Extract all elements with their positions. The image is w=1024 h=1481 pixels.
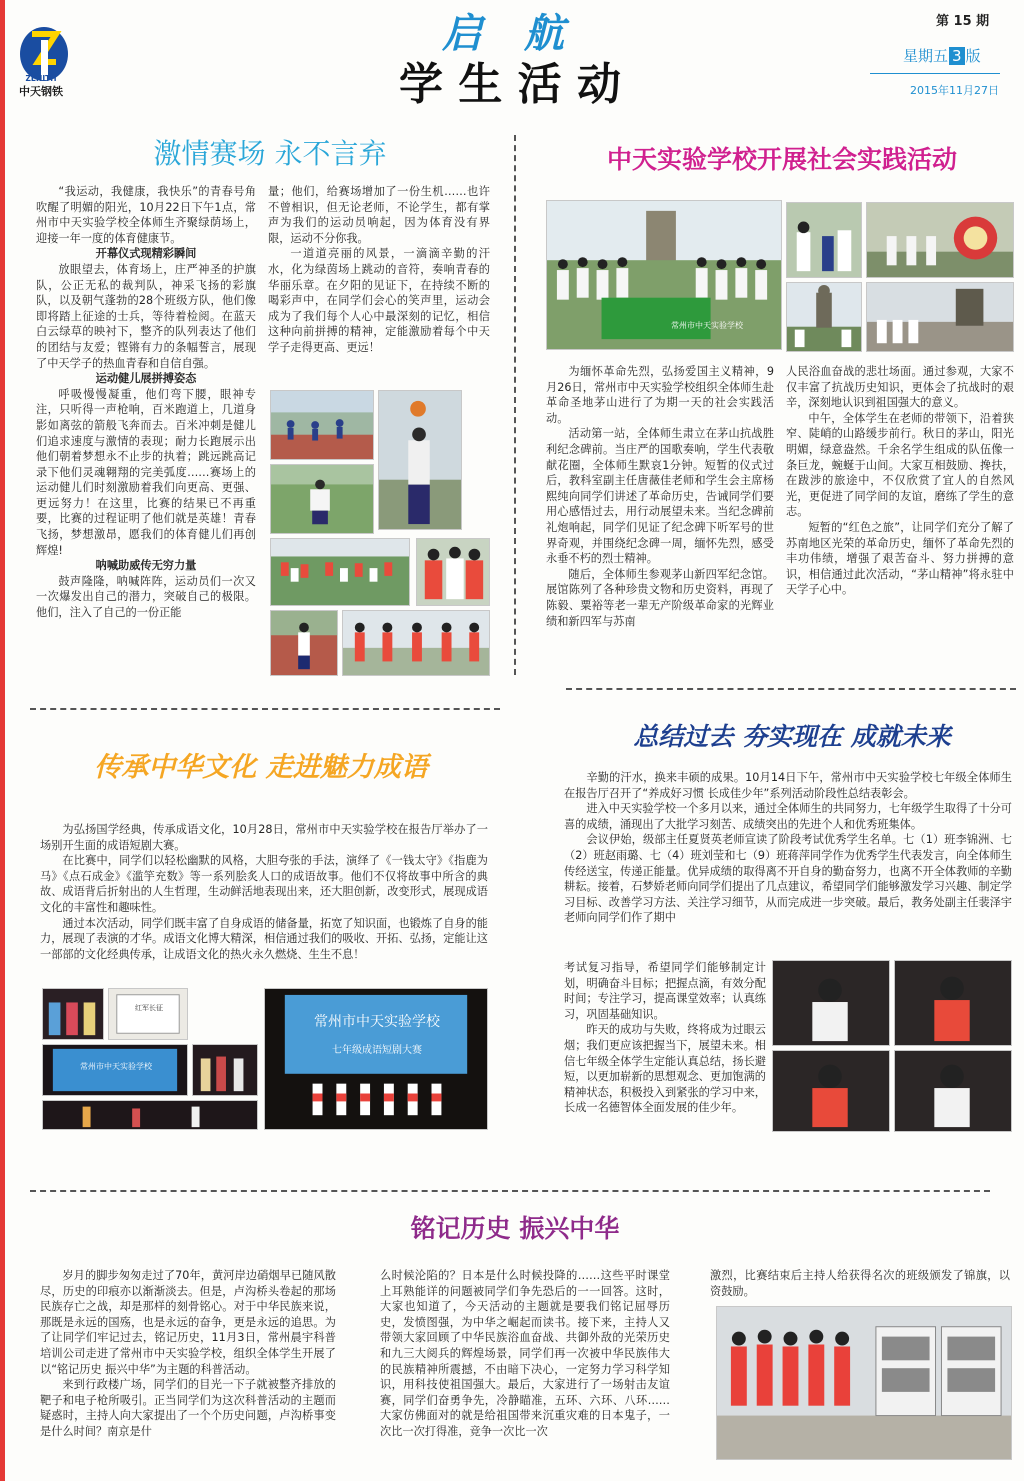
article4-para-1: 辛勤的汗水，换来丰硕的成果。10月14日下午，常州市中天实验学校七年级全体师生在报告厅召开了“养成好习惯 长成佳少年”系列活动阶段性总结表彰会。 <box>564 771 1012 800</box>
photo-stage-performers <box>192 1044 258 1096</box>
page-info <box>903 45 981 66</box>
column-divider-top <box>514 135 516 675</box>
article2-para-4: 人民浴血奋战的悲壮场面。通过参观，大家不仅丰富了抗战历史知识，更体会了抗战时的艰辛，深刻地认识到祖国强大的意义。 <box>786 365 1014 410</box>
article3-para-3: 通过本次活动，同学们既丰富了自身成语的储备量，拓宽了知识面，也锻炼了自身的能力，展现了表演的才华。成语文化博大精深，相信通过我们的吸收、开拓、弘扬，定能让这一部部的文化经典传承，让成语文化的热火永久燃烧、生生不息！ <box>40 916 488 961</box>
article4-para-5: 昨天的成功与失败，终将成为过眼云烟；我们更应该把握当下，展望未来。相信七年级全体学生定能认真总结，扬长避短，以更加崭新的思想观念、更加饱满的精神状态，积极投入到紧张的学习中来，长成一名德智体全面发展的佳少年。 <box>564 1023 766 1115</box>
article4-body-narrow <box>564 960 766 1116</box>
idiom-board-text: 红军长征 <box>135 1004 163 1012</box>
photo-long-jump <box>270 464 374 534</box>
divider-right-mid <box>566 688 1016 690</box>
photo-basketball-throw <box>378 390 462 530</box>
photo-track-runner <box>270 610 338 676</box>
article1-col-left <box>36 184 256 621</box>
article4-para-2: 进入中天实验学校一个多月以来，通过全体师生的共同努力，七年级学生取得了十分可喜的成绩，涌现出了大批学习刻苦、成绩突出的先进个人和优秀班集体。 <box>564 802 1012 831</box>
article1-subhead-3: 呐喊助威传无穷力量 <box>95 559 197 573</box>
photo-flower-wreath <box>866 202 1014 278</box>
logo-text-cn: 中天钢铁 <box>19 85 63 98</box>
article1-para-6: 一道道亮丽的风景，一滴滴辛勤的汗水，化为绿茵场上跳动的音符，奏响青春的华丽乐章。在夕阳的见证下，在持续不断的喝彩声中，在同学们会心的笑声里，运动会成为了我们每个人心中最深刻的记忆，相信这种向前拼搏的精神，定能激励着每个中天学子走得更高、更远！ <box>268 247 490 354</box>
photo-stage-contestants <box>264 988 488 1130</box>
photo-student-speaker-2 <box>894 960 1012 1046</box>
article3-title: 传承中华文化 走进魅力成语 <box>94 752 428 783</box>
article1-col-right <box>268 184 490 356</box>
masthead-title-top: 启 航 <box>442 10 578 57</box>
photo-stage-scene <box>42 1100 258 1130</box>
stage-screen-school: 常州市中天实验学校 <box>314 1014 440 1030</box>
photo-girls-cheering <box>416 538 490 606</box>
divider-left-mid <box>30 708 500 710</box>
article4-para-4: 考试复习指导，希望同学们能够制定计划，明确奋斗目标；把握点滴，有效分配时间；专注学习，提高课堂效率；认真练习，巩固基础知识。 <box>564 961 766 1021</box>
article1-para-5: 量；他们，给赛场增加了一份生机……也许不曾相识，但无论老师，不论学生，都有掌声为我们的运动员响起，因为体育没有界限，运动不分你我。 <box>268 185 490 245</box>
article4-para-3: 会议伊始，级部主任夏贤英老师宣读了阶段考试优秀学生名单。七（1）班李锦洲、七（2）班赵雨璐、七（4）班刘莹和七（9）班蒋萍同学作为优秀学生代表发言，向全体师生传经送宝，传递正能量。优异成绩的取得离不开自身的勤奋努力，也离不开全体教师的辛勤耕耘。接着，石梦娇老师向同学们提出了几点建议，希望同学们能够激发学习兴趣、制定学习目标、改善学习方法、关注学习细节，从而完成进一步突破。最后，教务处副主任裴泽宇老师向同学们作了期中 <box>564 833 1012 925</box>
article4-title: 总结过去 夯实现在 成就未来 <box>633 722 951 751</box>
article5-col-1 <box>40 1268 336 1440</box>
logo-text-en: ZENITH <box>25 74 57 83</box>
zenith-logo <box>12 22 70 98</box>
photo-running-crowd <box>270 538 410 606</box>
article5-para-2: 来到行政楼广场，同学们的目光一下子就被整齐排放的靶子和电子枪所吸引。正当同学们为这次科普活动的主题而疑惑时，主持人向大家提出了一个个历史问题，卢沟桥事变是什么时间？南京是什 <box>40 1378 336 1438</box>
issue-number: 第 15 期 <box>936 14 990 29</box>
school-banner-text: 常州市中天实验学校 <box>671 321 743 330</box>
photo-costume-actors <box>42 988 104 1040</box>
article4-body-full <box>564 770 1012 926</box>
weekday: 星期五 <box>903 47 949 65</box>
article5-title: 铭记历史 振兴中华 <box>410 1214 620 1243</box>
photo-memorial-square <box>866 282 1014 352</box>
article1-subhead-2: 运动健儿展拼搏姿态 <box>95 372 197 386</box>
article5-para-4: 激烈，比赛结束后主持人给获得名次的班级颁发了锦旗，以资鼓励。 <box>710 1269 1010 1298</box>
article2-para-3: 随后，全体师生参观茅山新四军纪念馆。展馆陈列了各种珍贵文物和历史资料，再现了陈毅、粟裕等老一辈无产阶级革命家的光辉业绩和新四军与苏南 <box>546 567 774 628</box>
photo-stage-banner <box>42 1044 188 1096</box>
photo-awards-group <box>342 610 490 676</box>
stage-screen-event: 七年级成语短剧大赛 <box>332 1045 422 1056</box>
article5-para-1: 岁月的脚步匆匆走过了70年，黄河岸边硝烟早已随风散尽，历史的印痕亦以渐渐淡去。但是，卢沟桥头卷起的那场民族存亡之战，却是那样的刻骨铭心。对于中华民族来说，那既是永远的国殇，也是永远的奋争，更是永远的追思。为了让同学们牢记过去，铭记历史，11月3日，常州晨宇科普培训公司走进了常州市中天实验学校，组织全体学生开展了以“铭记历史 振兴中华”为主题的科普活动。 <box>40 1269 336 1376</box>
stage-banner-text: 常州市中天实验学校 <box>80 1062 152 1071</box>
left-red-border <box>0 0 5 1481</box>
page-suffix: 版 <box>965 47 981 65</box>
photo-idiom-board <box>108 988 188 1040</box>
photo-student-speaker-3 <box>772 1050 890 1132</box>
article2-col-left <box>546 364 774 629</box>
article2-para-2: 活动第一站，全体师生肃立在茅山抗战胜利纪念碑前。当庄严的国歌奏响，学生代表敬献花圈，全体师生默哀1分钟。短暂的仪式过后，教科室副主任唐薇佳老师和学生会主席杨熙纯向同学们讲述了革命历史，告诫同学们要用心感悟过去，用行动展望未来。当纪念碑前礼炮响起，同学们见证了纪念碑下听军号的世界奇观，并围绕纪念碑一周，缅怀先烈，感受永垂不朽的烈士精神。 <box>546 427 774 566</box>
divider-bottom <box>30 1190 990 1192</box>
article1-para-1: “我运动，我健康，我快乐”的青春号角吹醒了明媚的阳光，10月22日下午1点，常州市中天实验学校全体师生齐聚绿荫场上，迎接一年一度的体育健康节。 <box>36 185 256 245</box>
page-number-badge: 3 <box>949 47 965 65</box>
article1-para-3: 呼吸慢慢凝重，他们弯下腰，眼神专注，只听得一声枪响，百米跑道上，几道身影如离弦的箭般飞奔而去。百米冲刺是健儿们追求速度与激情的表现；耐力长跑展示出他们朝着梦想永不止步的执着；跳远跳高记录下他们灵魂翱翔的完美弧度……赛场上的运动健儿们时刻激励着我们向更高、更强、更远努力！在这里，比赛的结果已不再重要，比赛的过程证明了他们就是英雄！青春飞扬，梦想激昂，愿我们的体育健儿们再创辉煌! <box>36 387 256 557</box>
photo-statue <box>786 282 862 352</box>
masthead-rule <box>870 73 1000 74</box>
photo-student-speaker-4 <box>894 1050 1012 1132</box>
article2-para-6: 短暂的“红色之旅”，让同学们充分了解了苏南地区光荣的革命历史，缅怀了革命先烈的丰功伟绩，增强了艰苦奋斗、努力拼搏的意识，相信通过此次活动，“茅山精神”将永驻中天学子心中。 <box>786 520 1014 597</box>
photo-monument-group <box>546 200 782 350</box>
article1-para-2: 放眼望去，体育场上，庄严神圣的护旗队，公正无私的裁判队，神采飞扬的彩旗队，以及朝气蓬勃的28个班级方队，他们像即将踏上征途的士兵，等待着检阅。在蓝天白云绿草的映衬下，整齐的队列表达了他们的团结与友爱；铿锵有力的条幅誓言，展现了中天学子的热血青春和自信自强。 <box>36 262 256 370</box>
masthead-title-main: 学 生 活 动 <box>399 59 621 110</box>
photo-student-speaker-1 <box>772 960 890 1046</box>
article1-para-4: 鼓声隆隆，呐喊阵阵，运动员们一次又一次爆发出自己的潜力，突破自己的极限。他们，注入了自己的一份正能 <box>36 574 256 620</box>
article1-subhead-1: 开幕仪式现精彩瞬间 <box>95 247 197 261</box>
article3-body <box>40 822 488 962</box>
article1-title: 激情赛场 永不言弃 <box>153 137 387 170</box>
photo-wreath-ceremony <box>786 202 862 278</box>
article2-para-5: 中午，全体学生在老师的带领下，沿着狭窄、陡峭的山路缓步前行。秋日的茅山，阳光明媚，绿意盎然。千余名学生组成的队伍像一条巨龙，蜿蜒于山间。大家互相鼓励、搀扶，在跋涉的旅途中，不仅欣赏了宜人的自然风光，更促进了同学间的友谊，磨练了学生的意志。 <box>786 411 1014 519</box>
article5-col-3 <box>710 1268 1010 1299</box>
article3-para-2: 在比赛中，同学们以轻松幽默的风格，大胆夸张的手法，演绎了《一钱太守》《指鹿为马》《点石成金》《滥竽充数》等一系列脍炙人口的成语故事。他们不仅将故事中所含的典故、成语背后折射出的人生哲理，生动鲜活地表现出来，还大胆创新，改变形式，展现成语文化的丰富性和趣味性。 <box>40 854 488 914</box>
article5-col-2 <box>380 1268 670 1440</box>
article2-title: 中天实验学校开展社会实践活动 <box>606 145 957 174</box>
photo-sprint-start <box>270 390 374 460</box>
photo-history-exhibit <box>716 1306 1012 1460</box>
article5-para-3: 么时候沦陷的？日本是什么时候投降的……这些平时课堂上耳熟能详的问题被同学们争先恐后的一一回答。这时，大家也知道了，今天活动的主题就是要我们铭记屈辱历史，发愤图强，为中华之崛起而读书。接下来，主持人又带领大家回顾了中华民族浴血奋战、共御外敌的光荣历史和九三大阅兵的辉煌场景，同学们再一次被中华民族伟大的民族精神所震撼，不由暗下决心，一定努力学习科学知识，用科技使祖国强大。最后，大家进行了一场射击友谊赛，同学们奋勇争先，冷静瞄准，五环、六环、八环……大家仿佛面对的就是给祖国带来沉重灾难的日本鬼子，一次比一次打得准，竞争一次比一次 <box>380 1269 670 1438</box>
article2-col-right <box>786 364 1014 598</box>
article2-para-1: 为缅怀革命先烈，弘扬爱国主义精神，9月26日，常州市中天实验学校组织全体师生赴革命圣地茅山进行了为期一天的社会实践活动。 <box>546 365 774 425</box>
article3-para-1: 为弘扬国学经典，传承成语文化，10月28日，常州市中天实验学校在报告厅举办了一场别开生面的成语短剧大赛。 <box>40 823 488 852</box>
masthead <box>0 0 1024 110</box>
issue-date: 2015年11月27日 <box>910 84 999 97</box>
